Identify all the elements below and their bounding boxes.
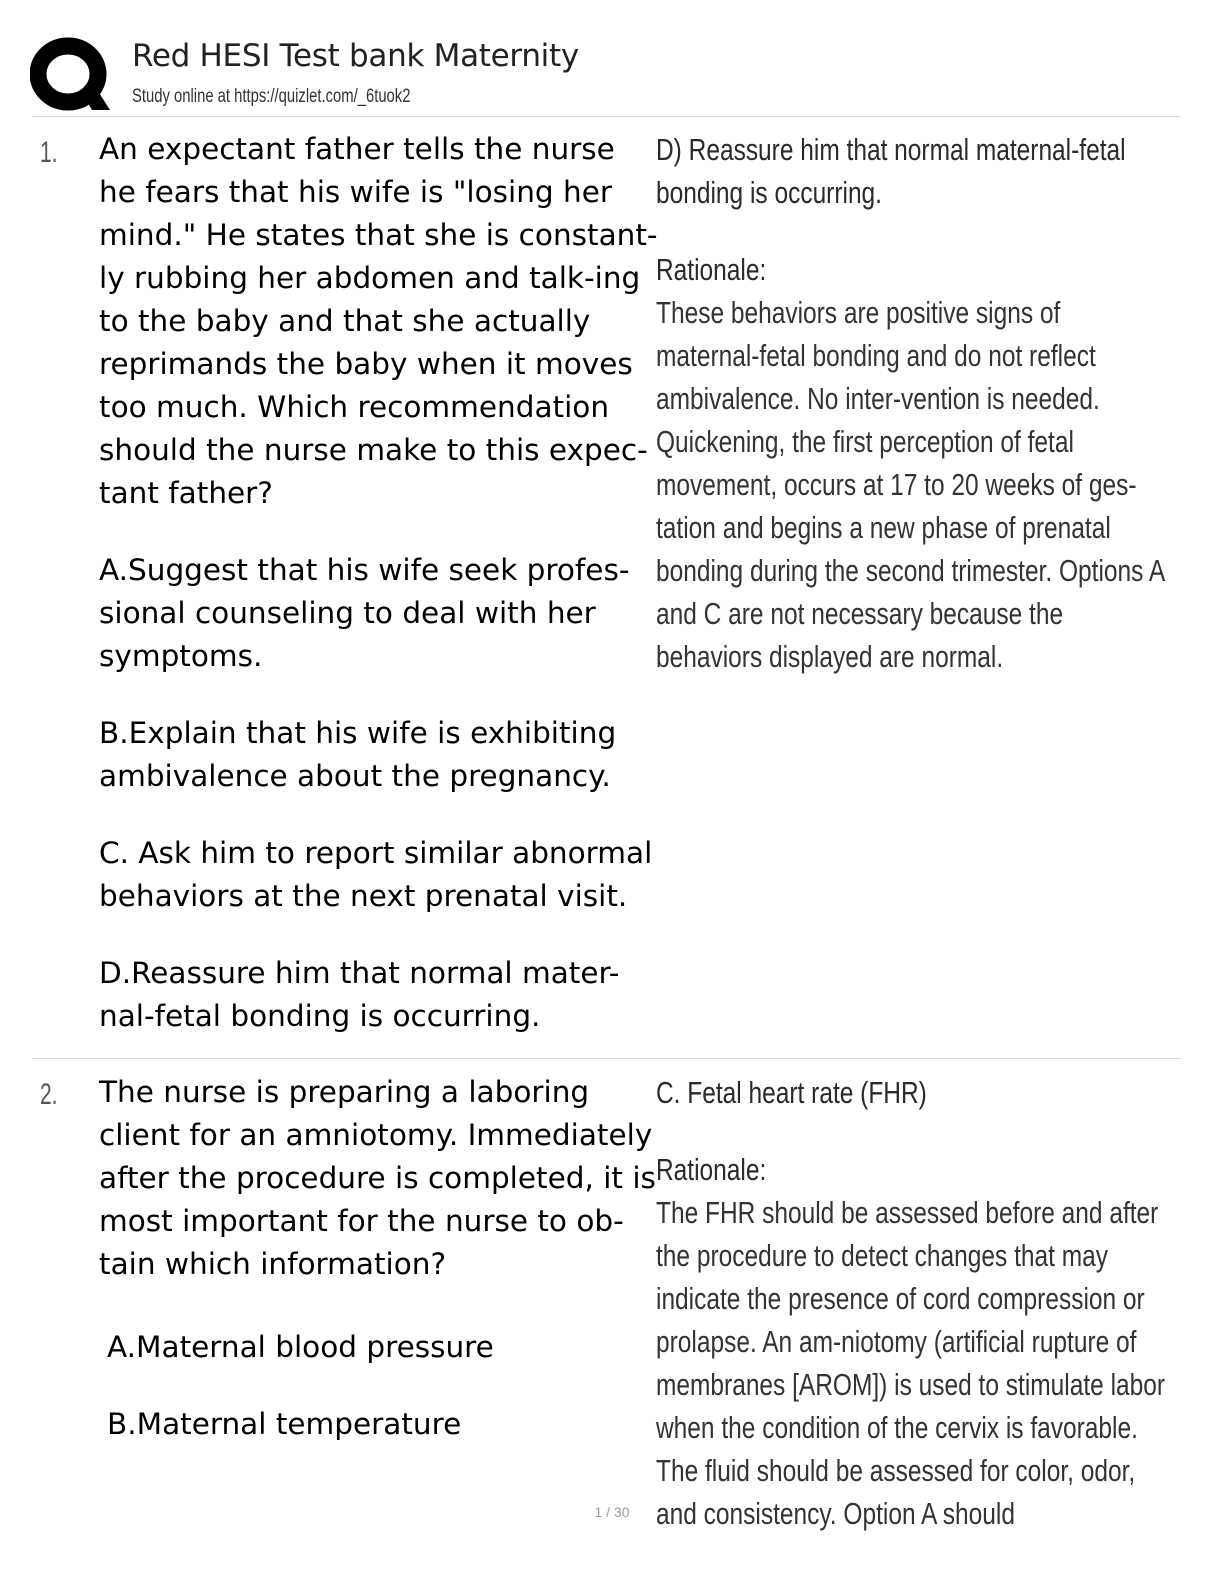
rationale-label: Rationale: [656,1152,767,1187]
question-block [99,1071,659,1446]
answer-block [656,128,1170,678]
page-number: 1 / 30 [594,1504,630,1520]
correct-answer: D) Reassure him that normal maternal-fetal bonding is occurring. [656,132,1126,210]
option-c: C. Ask him to report similar abnormal behaviors at the next prenatal visit. [99,836,653,913]
option-b: B.Explain that his wife is exhibiting ambivalence about the pregnancy. [99,716,617,793]
option-b: B.Maternal temperature [107,1407,462,1441]
question-stem: An expectant father tells the nurse he fears that his wife is "losing her mind." He states that she is constant-ly rubbing her abdomen and talk-ing to the baby and that she actually reprimands the baby when it moves too much. Which recommendation should the nurse make to this expec-tant father? [99,132,658,510]
question-number: 2. [40,1078,58,1111]
option-a: A.Suggest that his wife seek profes-sional counseling to deal with her symptoms. [99,553,630,673]
question-stem: The nurse is preparing a laboring client for an amniotomy. Immediately after the procedure is completed, it is most important for the nurse to ob-tain which information? [99,1075,656,1281]
option-d: D.Reassure him that normal mater-nal-fetal bonding is occurring. [99,956,620,1033]
rationale-label: Rationale: [656,252,767,287]
header-divider [32,116,1180,117]
study-online-link[interactable]: Study online at https://quizlet.com/_6tuok2 [132,86,411,107]
correct-answer: C. Fetal heart rate (FHR) [656,1075,927,1110]
question-block [99,128,659,1038]
document-title: Red HESI Test bank Maternity [132,38,579,74]
quizlet-logo-icon [30,36,110,114]
question-divider [32,1058,1180,1059]
rationale-text: These behaviors are positive signs of maternal-fetal bonding and do not reflect ambivalence. No inter-vention is needed. Quickening, the first perception of fetal movement, occurs at 17 to 20 weeks of ges-tation and begins a new phase of prenatal bonding during the second trimester. Options A and C are not necessary because the behaviors displayed are normal. [656,295,1164,674]
rationale-text: The FHR should be assessed before and after the procedure to detect changes that may indicate the presence of cord compression or prolapse. An am-niotomy (artificial rupture of membranes [AROM]) is used to stimulate labor when the condition of the cervix is favorable. The fluid should be assessed for color, odor, and consistency. Option A should [656,1195,1166,1531]
question-number: 1. [40,136,58,169]
answer-block [656,1071,1170,1535]
option-a: A.Maternal blood pressure [107,1330,494,1364]
